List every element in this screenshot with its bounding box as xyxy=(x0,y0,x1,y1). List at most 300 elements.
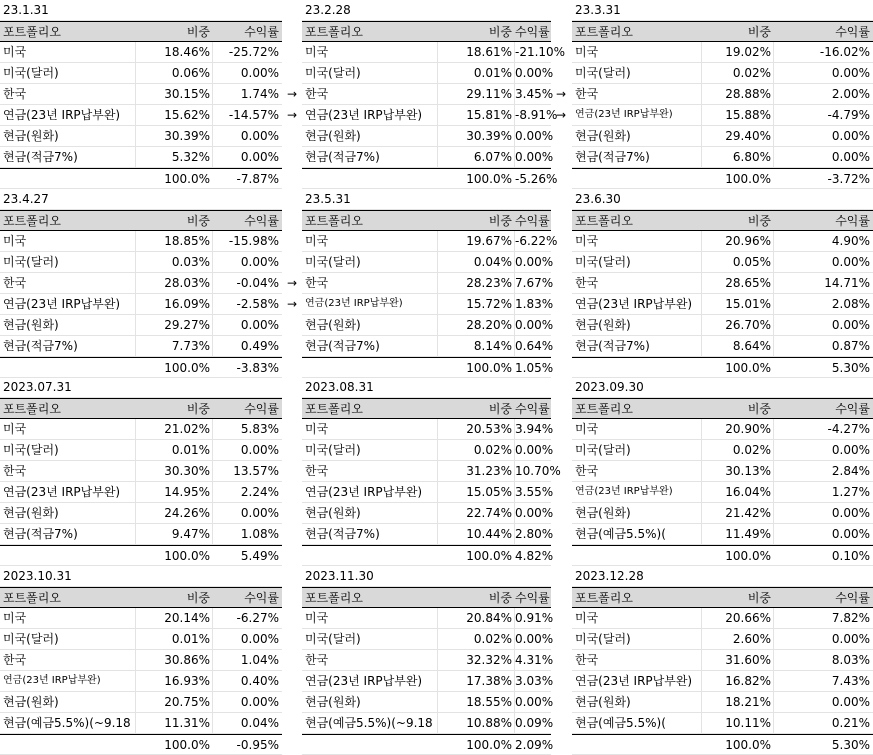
cell-divider xyxy=(437,147,438,167)
header-portfolio[interactable]: 포트폴리오 xyxy=(305,402,363,416)
asset-name[interactable]: 미국(달러) xyxy=(305,66,361,80)
asset-return[interactable]: 0.49% xyxy=(240,339,279,353)
header-portfolio[interactable]: 포트폴리오 xyxy=(3,402,61,416)
asset-weight[interactable]: 28.03% xyxy=(164,276,210,290)
panel-date[interactable]: 23.5.31 xyxy=(305,192,351,206)
asset-name[interactable]: 현금(예금5.5%)( xyxy=(575,716,666,730)
asset-weight[interactable]: 0.02% xyxy=(473,632,512,646)
asset-name[interactable]: 미국 xyxy=(575,234,599,248)
asset-name[interactable]: 현금(원화) xyxy=(3,318,59,332)
asset-name[interactable]: 현금(원화) xyxy=(305,506,361,520)
asset-name[interactable]: 연금(23년 IRP납부완) xyxy=(575,486,673,497)
asset-weight[interactable]: 11.31% xyxy=(164,716,210,730)
asset-return[interactable]: 3.94% xyxy=(515,422,554,436)
asset-name[interactable]: 현금(원화) xyxy=(3,695,59,709)
asset-return[interactable]: 0.00% xyxy=(240,66,279,80)
asset-weight[interactable]: 20.75% xyxy=(164,695,210,709)
asset-weight[interactable]: 19.02% xyxy=(725,45,771,59)
asset-name[interactable]: 현금(원화) xyxy=(575,695,631,709)
asset-name[interactable]: 연금(23년 IRP납부완) xyxy=(575,297,693,311)
asset-name[interactable]: 미국(달러) xyxy=(575,66,631,80)
asset-name[interactable]: 미국(달러) xyxy=(575,255,631,269)
header-portfolio[interactable]: 포트폴리오 xyxy=(575,402,633,416)
asset-weight[interactable]: 10.88% xyxy=(466,716,512,730)
asset-return[interactable]: 13.57% xyxy=(233,464,279,478)
asset-weight[interactable]: 0.02% xyxy=(732,66,771,80)
asset-name[interactable]: 미국 xyxy=(305,611,329,625)
asset-weight[interactable]: 28.23% xyxy=(466,276,512,290)
asset-return[interactable]: 2.00% xyxy=(831,87,870,101)
asset-return[interactable]: 0.00% xyxy=(240,129,279,143)
asset-return[interactable]: 0.00% xyxy=(831,150,870,164)
asset-return[interactable]: 0.00% xyxy=(831,443,870,457)
total-weight[interactable]: 100.0% xyxy=(725,549,771,563)
asset-name[interactable]: 연금(23년 IRP납부완) xyxy=(575,109,673,120)
asset-weight[interactable]: 29.27% xyxy=(164,318,210,332)
asset-weight[interactable]: 7.73% xyxy=(171,339,210,353)
asset-name[interactable]: 미국 xyxy=(575,422,599,436)
asset-return[interactable]: 0.00% xyxy=(240,695,279,709)
panel-date[interactable]: 2023.11.30 xyxy=(305,569,374,583)
asset-name[interactable]: 한국 xyxy=(305,276,329,290)
asset-weight[interactable]: 20.96% xyxy=(725,234,771,248)
asset-return[interactable]: 0.00% xyxy=(515,632,554,646)
asset-weight[interactable]: 10.44% xyxy=(466,527,512,541)
asset-return[interactable]: 1.27% xyxy=(831,485,870,499)
asset-return[interactable]: 2.80% xyxy=(515,527,554,541)
total-return[interactable]: 1.05% xyxy=(515,361,554,375)
asset-name[interactable]: 연금(23년 IRP납부완) xyxy=(305,108,423,122)
asset-return[interactable]: 0.40% xyxy=(240,674,279,688)
asset-name[interactable]: 현금(원화) xyxy=(575,318,631,332)
cell-divider xyxy=(135,713,136,733)
asset-weight[interactable]: 28.20% xyxy=(466,318,512,332)
panel-date-row xyxy=(572,0,873,21)
asset-return[interactable]: 0.00% xyxy=(240,255,279,269)
asset-return[interactable]: -4.79% xyxy=(827,108,870,122)
asset-weight[interactable]: 15.01% xyxy=(725,297,771,311)
asset-weight[interactable]: 22.74% xyxy=(466,506,512,520)
asset-return[interactable]: 0.00% xyxy=(240,443,279,457)
asset-weight[interactable]: 15.72% xyxy=(466,297,512,311)
header-return[interactable]: 수익률 xyxy=(515,402,550,416)
asset-name[interactable]: 미국 xyxy=(3,45,27,59)
asset-weight[interactable]: 8.14% xyxy=(473,339,512,353)
panel-date[interactable]: 2023.08.31 xyxy=(305,380,374,394)
asset-weight[interactable]: 0.02% xyxy=(473,443,512,457)
asset-name[interactable]: 미국(달러) xyxy=(575,632,631,646)
asset-weight[interactable]: 21.02% xyxy=(164,422,210,436)
asset-weight[interactable]: 26.70% xyxy=(725,318,771,332)
asset-return[interactable]: 0.00% xyxy=(515,443,554,457)
panel-date[interactable]: 23.1.31 xyxy=(3,3,49,17)
total-weight[interactable]: 100.0% xyxy=(725,172,771,186)
asset-name[interactable]: 미국(달러) xyxy=(305,443,361,457)
header-weight[interactable]: 비중 xyxy=(186,591,210,605)
header-portfolio[interactable]: 포트폴리오 xyxy=(305,25,363,39)
asset-name[interactable]: 현금(원화) xyxy=(305,695,361,709)
cell-divider xyxy=(437,419,438,439)
asset-return[interactable]: 0.00% xyxy=(515,66,554,80)
total-return[interactable]: -3.83% xyxy=(236,361,279,375)
asset-weight[interactable]: 30.39% xyxy=(466,129,512,143)
asset-weight[interactable]: 16.93% xyxy=(164,674,210,688)
total-weight[interactable]: 100.0% xyxy=(164,172,210,186)
header-portfolio[interactable]: 포트폴리오 xyxy=(305,214,363,228)
header-return[interactable]: 수익률 xyxy=(515,25,550,39)
cell-divider xyxy=(437,336,438,356)
asset-weight[interactable]: 0.03% xyxy=(171,255,210,269)
asset-return[interactable]: 0.64% xyxy=(515,339,554,353)
asset-name[interactable]: 미국(달러) xyxy=(305,632,361,646)
asset-weight[interactable]: 32.32% xyxy=(466,653,512,667)
header-return[interactable]: 수익률 xyxy=(244,214,279,228)
asset-return[interactable]: 2.84% xyxy=(831,464,870,478)
panel-date[interactable]: 2023.09.30 xyxy=(575,380,644,394)
asset-return[interactable]: 0.21% xyxy=(831,716,870,730)
asset-weight[interactable]: 16.04% xyxy=(725,485,771,499)
asset-name[interactable]: 현금(적금7%) xyxy=(3,339,78,353)
asset-name[interactable]: 연금(23년 IRP납부완) xyxy=(3,297,121,311)
total-return[interactable]: -5.26% xyxy=(515,172,558,186)
panel-date[interactable]: 23.6.30 xyxy=(575,192,621,206)
asset-weight[interactable]: 0.02% xyxy=(732,443,771,457)
header-return[interactable]: 수익률 xyxy=(515,214,550,228)
asset-name[interactable]: 현금(원화) xyxy=(575,506,631,520)
asset-weight[interactable]: 30.13% xyxy=(725,464,771,478)
asset-return[interactable]: 0.00% xyxy=(240,318,279,332)
asset-weight[interactable]: 19.67% xyxy=(466,234,512,248)
asset-weight[interactable]: 9.47% xyxy=(171,527,210,541)
asset-name[interactable]: 미국 xyxy=(305,422,329,436)
asset-return[interactable]: 3.03% xyxy=(515,674,554,688)
asset-name[interactable]: 미국 xyxy=(575,45,599,59)
asset-name[interactable]: 현금(적금7%) xyxy=(305,339,380,353)
asset-name[interactable]: 한국 xyxy=(575,653,599,667)
header-return[interactable]: 수익률 xyxy=(835,402,870,416)
header-portfolio[interactable]: 포트폴리오 xyxy=(3,25,61,39)
header-portfolio[interactable]: 포트폴리오 xyxy=(3,591,61,605)
cell-divider xyxy=(514,252,515,272)
asset-return[interactable]: 0.00% xyxy=(515,695,554,709)
asset-name[interactable]: 미국 xyxy=(305,45,329,59)
header-return[interactable]: 수익률 xyxy=(244,591,279,605)
asset-name[interactable]: 한국 xyxy=(305,653,329,667)
header-weight[interactable]: 비중 xyxy=(747,214,771,228)
header-return[interactable]: 수익률 xyxy=(835,591,870,605)
asset-return[interactable]: -4.27% xyxy=(827,422,870,436)
asset-return[interactable]: 0.04% xyxy=(240,716,279,730)
header-weight[interactable]: 비중 xyxy=(488,591,512,605)
asset-name[interactable]: 현금(적금7%) xyxy=(575,339,650,353)
asset-weight[interactable]: 15.62% xyxy=(164,108,210,122)
asset-return[interactable]: 0.91% xyxy=(515,611,554,625)
header-weight[interactable]: 비중 xyxy=(747,402,771,416)
panel-date[interactable]: 23.3.31 xyxy=(575,3,621,17)
asset-return[interactable]: 0.00% xyxy=(831,695,870,709)
asset-weight[interactable]: 20.90% xyxy=(725,422,771,436)
total-return[interactable]: 4.82% xyxy=(515,549,554,563)
asset-weight[interactable]: 5.32% xyxy=(171,150,210,164)
asset-name[interactable]: 연금(23년 IRP납부완) xyxy=(575,674,693,688)
total-return[interactable]: 5.49% xyxy=(240,549,279,563)
asset-name[interactable]: 한국 xyxy=(575,464,599,478)
asset-name[interactable]: 현금(적금7%) xyxy=(305,150,380,164)
asset-name[interactable]: 현금(적금7%) xyxy=(575,150,650,164)
asset-return[interactable]: -15.98% xyxy=(228,234,279,248)
total-return[interactable]: 5.30% xyxy=(831,361,870,375)
asset-weight[interactable]: 8.64% xyxy=(732,339,771,353)
header-portfolio[interactable]: 포트폴리오 xyxy=(575,25,633,39)
asset-weight[interactable]: 15.88% xyxy=(725,108,771,122)
panel-date[interactable]: 23.4.27 xyxy=(3,192,49,206)
total-weight[interactable]: 100.0% xyxy=(466,172,512,186)
total-return[interactable]: 2.09% xyxy=(515,738,554,752)
asset-name[interactable]: 미국(달러) xyxy=(3,255,59,269)
asset-return[interactable]: 14.71% xyxy=(824,276,870,290)
total-return[interactable]: -3.72% xyxy=(827,172,870,186)
asset-weight[interactable]: 20.66% xyxy=(725,611,771,625)
asset-weight[interactable]: 6.80% xyxy=(732,150,771,164)
asset-name[interactable]: 연금(23년 IRP납부완) xyxy=(305,485,423,499)
asset-name[interactable]: 한국 xyxy=(3,276,27,290)
total-weight[interactable]: 100.0% xyxy=(466,361,512,375)
asset-return[interactable]: 0.00% xyxy=(831,632,870,646)
header-weight[interactable]: 비중 xyxy=(186,25,210,39)
asset-weight[interactable]: 0.06% xyxy=(171,66,210,80)
asset-name[interactable]: 한국 xyxy=(3,653,27,667)
asset-return[interactable]: 0.00% xyxy=(515,318,554,332)
header-portfolio[interactable]: 포트폴리오 xyxy=(575,591,633,605)
asset-name[interactable]: 미국 xyxy=(305,234,329,248)
asset-name[interactable]: 미국(달러) xyxy=(575,443,631,457)
asset-name[interactable]: 연금(23년 IRP납부완) xyxy=(3,675,101,686)
asset-return[interactable]: 1.83% xyxy=(515,297,554,311)
cell-divider xyxy=(701,440,702,460)
asset-name[interactable]: 현금(원화) xyxy=(305,129,361,143)
asset-name[interactable]: 현금(적금7%) xyxy=(305,527,380,541)
asset-name[interactable]: 현금(예금5.5%)( xyxy=(575,527,666,541)
asset-return[interactable]: -0.04% xyxy=(236,276,279,290)
asset-return[interactable]: 0.00% xyxy=(515,255,554,269)
asset-name[interactable]: 미국 xyxy=(3,422,27,436)
header-portfolio[interactable]: 포트폴리오 xyxy=(3,214,61,228)
asset-weight[interactable]: 18.21% xyxy=(725,695,771,709)
asset-return[interactable]: 0.00% xyxy=(240,506,279,520)
asset-name[interactable]: 미국(달러) xyxy=(3,66,59,80)
asset-name[interactable]: 연금(23년 IRP납부완) xyxy=(305,298,403,309)
asset-weight[interactable]: 24.26% xyxy=(164,506,210,520)
asset-name[interactable]: 연금(23년 IRP납부완) xyxy=(3,108,121,122)
total-weight[interactable]: 100.0% xyxy=(164,738,210,752)
asset-return[interactable]: -8.91% xyxy=(515,108,558,122)
asset-weight[interactable]: 30.86% xyxy=(164,653,210,667)
asset-return[interactable]: -14.57% xyxy=(228,108,279,122)
asset-name[interactable]: 현금(원화) xyxy=(305,318,361,332)
asset-return[interactable]: 0.00% xyxy=(831,66,870,80)
asset-weight[interactable]: 0.05% xyxy=(732,255,771,269)
asset-return[interactable]: 0.09% xyxy=(515,716,554,730)
asset-return[interactable]: 1.04% xyxy=(240,653,279,667)
asset-weight[interactable]: 31.23% xyxy=(466,464,512,478)
table-header-row xyxy=(572,398,873,419)
panel-date[interactable]: 2023.12.28 xyxy=(575,569,644,583)
asset-weight[interactable]: 0.01% xyxy=(473,66,512,80)
header-return[interactable]: 수익률 xyxy=(835,25,870,39)
asset-weight[interactable]: 30.30% xyxy=(164,464,210,478)
asset-return[interactable]: -16.02% xyxy=(819,45,870,59)
asset-return[interactable]: 3.55% xyxy=(515,485,554,499)
asset-return[interactable]: 4.31% xyxy=(515,653,554,667)
asset-name[interactable]: 연금(23년 IRP납부완) xyxy=(305,674,423,688)
asset-return[interactable]: 0.00% xyxy=(831,129,870,143)
asset-weight[interactable]: 20.84% xyxy=(466,611,512,625)
asset-name[interactable]: 현금(원화) xyxy=(575,129,631,143)
asset-weight[interactable]: 21.42% xyxy=(725,506,771,520)
asset-return[interactable]: 0.87% xyxy=(831,339,870,353)
asset-return[interactable]: 0.00% xyxy=(515,129,554,143)
header-portfolio[interactable]: 포트폴리오 xyxy=(575,214,633,228)
asset-weight[interactable]: 0.04% xyxy=(473,255,512,269)
asset-name[interactable]: 한국 xyxy=(305,464,329,478)
asset-return[interactable]: 0.00% xyxy=(831,318,870,332)
header-return[interactable]: 수익률 xyxy=(835,214,870,228)
asset-return[interactable]: -6.22% xyxy=(515,234,558,248)
asset-return[interactable]: 0.00% xyxy=(240,150,279,164)
asset-weight[interactable]: 18.85% xyxy=(164,234,210,248)
asset-name[interactable]: 현금(예금5.5%)(~9.18 xyxy=(3,716,131,730)
asset-name[interactable]: 한국 xyxy=(575,87,599,101)
header-return[interactable]: 수익률 xyxy=(244,25,279,39)
asset-return[interactable]: 0.00% xyxy=(515,506,554,520)
asset-return[interactable]: -25.72% xyxy=(228,45,279,59)
total-return[interactable]: -7.87% xyxy=(236,172,279,186)
asset-name[interactable]: 미국(달러) xyxy=(3,632,59,646)
asset-weight[interactable]: 20.14% xyxy=(164,611,210,625)
header-weight[interactable]: 비중 xyxy=(488,402,512,416)
header-weight[interactable]: 비중 xyxy=(488,25,512,39)
asset-weight[interactable]: 18.55% xyxy=(466,695,512,709)
asset-return[interactable]: 4.90% xyxy=(831,234,870,248)
asset-return[interactable]: 3.45% xyxy=(515,87,554,101)
asset-return[interactable]: -21.10% xyxy=(515,45,566,59)
panel-date[interactable]: 23.2.28 xyxy=(305,3,351,17)
total-weight[interactable]: 100.0% xyxy=(466,738,512,752)
asset-return[interactable]: 5.83% xyxy=(240,422,279,436)
cell-divider xyxy=(437,126,438,146)
asset-name[interactable]: 한국 xyxy=(305,87,329,101)
asset-weight[interactable]: 16.09% xyxy=(164,297,210,311)
asset-name[interactable]: 현금(적금7%) xyxy=(3,150,78,164)
asset-name[interactable]: 연금(23년 IRP납부완) xyxy=(3,485,121,499)
asset-return[interactable]: -2.58% xyxy=(236,297,279,311)
asset-name[interactable]: 한국 xyxy=(3,87,27,101)
table-row xyxy=(0,671,282,692)
asset-weight[interactable]: 20.53% xyxy=(466,422,512,436)
asset-name[interactable]: 미국 xyxy=(3,611,27,625)
asset-weight[interactable]: 0.01% xyxy=(171,632,210,646)
header-return[interactable]: 수익률 xyxy=(515,591,550,605)
asset-return[interactable]: 10.70% xyxy=(515,464,561,478)
total-weight[interactable]: 100.0% xyxy=(725,738,771,752)
asset-return[interactable]: -6.27% xyxy=(236,611,279,625)
asset-return[interactable]: 0.00% xyxy=(831,506,870,520)
asset-weight[interactable]: 18.61% xyxy=(466,45,512,59)
asset-return[interactable]: 7.67% xyxy=(515,276,554,290)
asset-return[interactable]: 1.08% xyxy=(240,527,279,541)
asset-weight[interactable]: 16.82% xyxy=(725,674,771,688)
total-weight[interactable]: 100.0% xyxy=(164,361,210,375)
total-return[interactable]: -0.95% xyxy=(236,738,279,752)
header-weight[interactable]: 비중 xyxy=(747,25,771,39)
asset-name[interactable]: 한국 xyxy=(3,464,27,478)
header-weight[interactable]: 비중 xyxy=(747,591,771,605)
asset-weight[interactable]: 15.81% xyxy=(466,108,512,122)
asset-name[interactable]: 현금(적금7%) xyxy=(3,527,78,541)
asset-name[interactable]: 현금(원화) xyxy=(3,506,59,520)
asset-weight[interactable]: 31.60% xyxy=(725,653,771,667)
asset-name[interactable]: 미국 xyxy=(575,611,599,625)
asset-return[interactable]: 0.00% xyxy=(515,150,554,164)
table-row xyxy=(0,419,282,440)
panel-date[interactable]: 2023.07.31 xyxy=(3,380,72,394)
asset-return[interactable]: 0.00% xyxy=(831,255,870,269)
total-return[interactable]: 5.30% xyxy=(831,738,870,752)
asset-weight[interactable]: 30.15% xyxy=(164,87,210,101)
asset-return[interactable]: 2.08% xyxy=(831,297,870,311)
header-weight[interactable]: 비중 xyxy=(186,214,210,228)
total-weight[interactable]: 100.0% xyxy=(164,549,210,563)
header-return[interactable]: 수익률 xyxy=(244,402,279,416)
total-weight[interactable]: 100.0% xyxy=(466,549,512,563)
asset-return[interactable]: 2.24% xyxy=(240,485,279,499)
asset-weight[interactable]: 0.01% xyxy=(171,443,210,457)
header-weight[interactable]: 비중 xyxy=(488,214,512,228)
asset-weight[interactable]: 2.60% xyxy=(732,632,771,646)
asset-name[interactable]: 미국(달러) xyxy=(3,443,59,457)
asset-name[interactable]: 현금(예금5.5%)(~9.18 xyxy=(305,716,433,730)
asset-weight[interactable]: 10.11% xyxy=(725,716,771,730)
asset-weight[interactable]: 28.65% xyxy=(725,276,771,290)
asset-return[interactable]: 7.82% xyxy=(831,611,870,625)
asset-weight[interactable]: 14.95% xyxy=(164,485,210,499)
asset-name[interactable]: 한국 xyxy=(575,276,599,290)
asset-weight[interactable]: 28.88% xyxy=(725,87,771,101)
total-return[interactable]: 0.10% xyxy=(831,549,870,563)
asset-return[interactable]: 8.03% xyxy=(831,653,870,667)
asset-weight[interactable]: 17.38% xyxy=(466,674,512,688)
asset-return[interactable]: 7.43% xyxy=(831,674,870,688)
header-weight[interactable]: 비중 xyxy=(186,402,210,416)
asset-weight[interactable]: 29.11% xyxy=(466,87,512,101)
asset-weight[interactable]: 11.49% xyxy=(725,527,771,541)
asset-weight[interactable]: 29.40% xyxy=(725,129,771,143)
asset-weight[interactable]: 15.05% xyxy=(466,485,512,499)
asset-name[interactable]: 미국 xyxy=(3,234,27,248)
asset-name[interactable]: 미국(달러) xyxy=(305,255,361,269)
asset-weight[interactable]: 18.46% xyxy=(164,45,210,59)
panel-date[interactable]: 2023.10.31 xyxy=(3,569,72,583)
asset-name[interactable]: 현금(원화) xyxy=(3,129,59,143)
cell-divider xyxy=(701,294,702,314)
asset-return[interactable]: 0.00% xyxy=(240,632,279,646)
asset-weight[interactable]: 6.07% xyxy=(473,150,512,164)
asset-return[interactable]: 1.74% xyxy=(240,87,279,101)
total-weight[interactable]: 100.0% xyxy=(725,361,771,375)
asset-return[interactable]: 0.00% xyxy=(831,527,870,541)
asset-weight[interactable]: 30.39% xyxy=(164,129,210,143)
header-portfolio[interactable]: 포트폴리오 xyxy=(305,591,363,605)
